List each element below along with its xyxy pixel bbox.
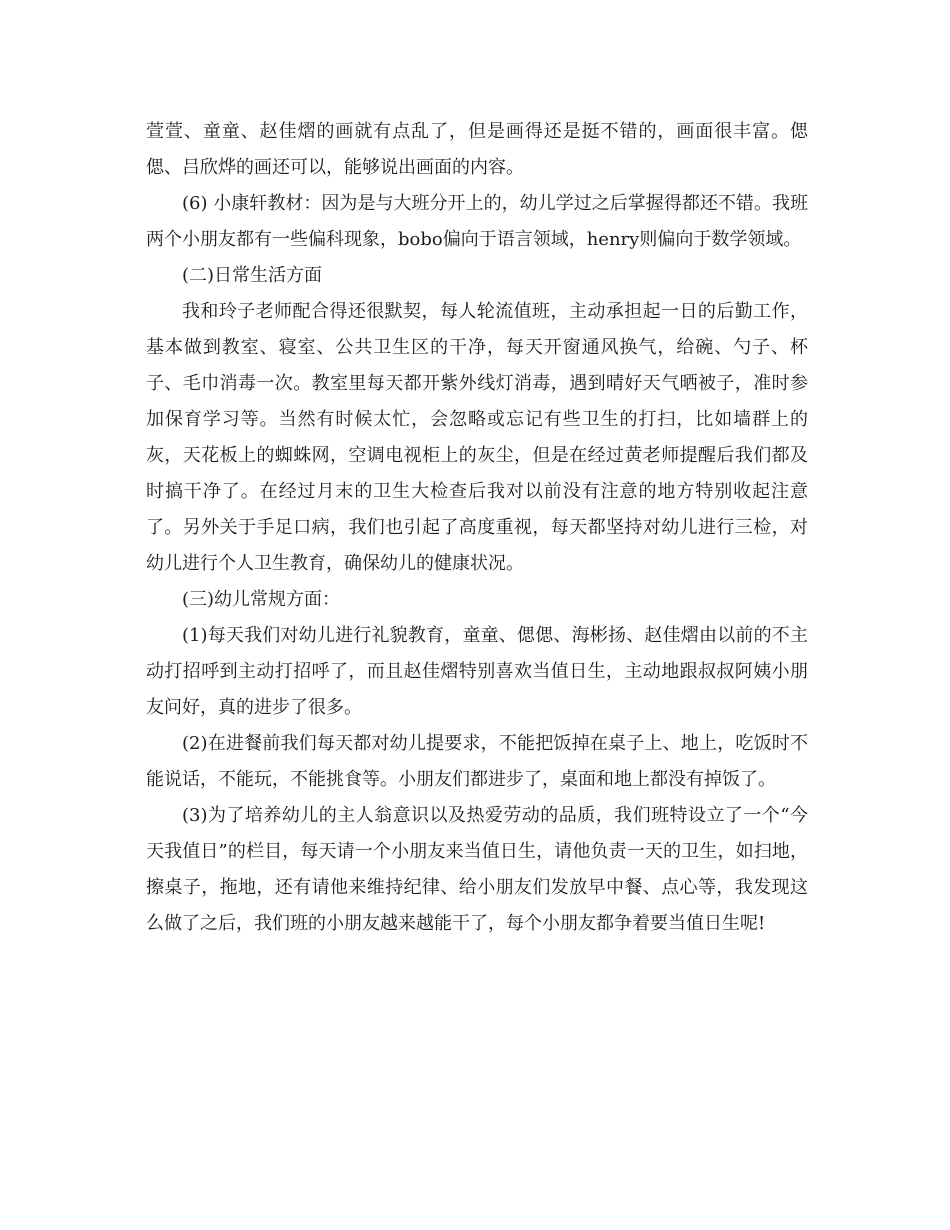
paragraph-2: (6) 小康轩教材：因为是与大班分开上的，幼儿学过之后掌握得都还不错。我班两个小朋友都有一些偏科现象，bobo偏向于语言领域，henry则偏向于数学领域。 (146, 193, 808, 250)
paragraph-6: (3)为了培养幼儿的主人翁意识以及热爱劳动的品质，我们班特设立了一个“今天我值日”的栏目，每天请一个小朋友来当值日生，请他负责一天的卫生，如扫地，擦桌子，拖地，还有请他来维持纪律、给小朋友们发放早中餐、点心等，我发现这么做了之后，我们班的小朋友越来越能干了，每个小朋友都争着要当值日生呢! (146, 805, 808, 934)
paragraph-3: 我和玲子老师配合得还很默契，每人轮流值班，主动承担起一日的后勤工作，基本做到教室、寝室、公共卫生区的干净，每天开窗通风换气，给碗、勺子、杯子、毛巾消毒一次。教室里每天都开紫外线灯消毒，遇到晴好天气晒被子，准时参加保育学习等。当然有时候太忙，会忽略或忘记有些卫生的打扫，比如墙群上的灰，天花板上的蜘蛛网，空调电视柜上的灰尘，但是在经过黄老师提醒后我们都及时搞干净了。在经过月末的卫生大检查后我对以前没有注意的地方特别收起注意了。另外关于手足口病，我们也引起了高度重视，每天都坚持对幼儿进行三检，对幼儿进行个人卫生教育，确保幼儿的健康状况。 (146, 301, 808, 574)
paragraph-1: 萱萱、童童、赵佳熠的画就有点乱了，但是画得还是挺不错的，画面很丰富。偲偲、吕欣烨的画还可以，能够说出画面的内容。 (146, 121, 808, 178)
section-heading-routines: (三)幼儿常规方面： (182, 589, 341, 610)
paragraph-4: (1)每天我们对幼儿进行礼貌教育，童童、偲偲、海彬扬、赵佳熠由以前的不主动打招呼到主动打招呼了，而且赵佳熠特别喜欢当值日生，主动地跟叔叔阿姨小朋友问好，真的进步了很多。 (146, 625, 808, 718)
section-heading-daily-life: (二)日常生活方面 (182, 265, 323, 286)
paragraph-5: (2)在进餐前我们每天都对幼儿提要求，不能把饭掉在桌子上、地上，吃饭时不能说话，不能玩，不能挑食等。小朋友们都进步了，桌面和地上都没有掉饭了。 (146, 733, 808, 790)
document-body (146, 114, 808, 942)
